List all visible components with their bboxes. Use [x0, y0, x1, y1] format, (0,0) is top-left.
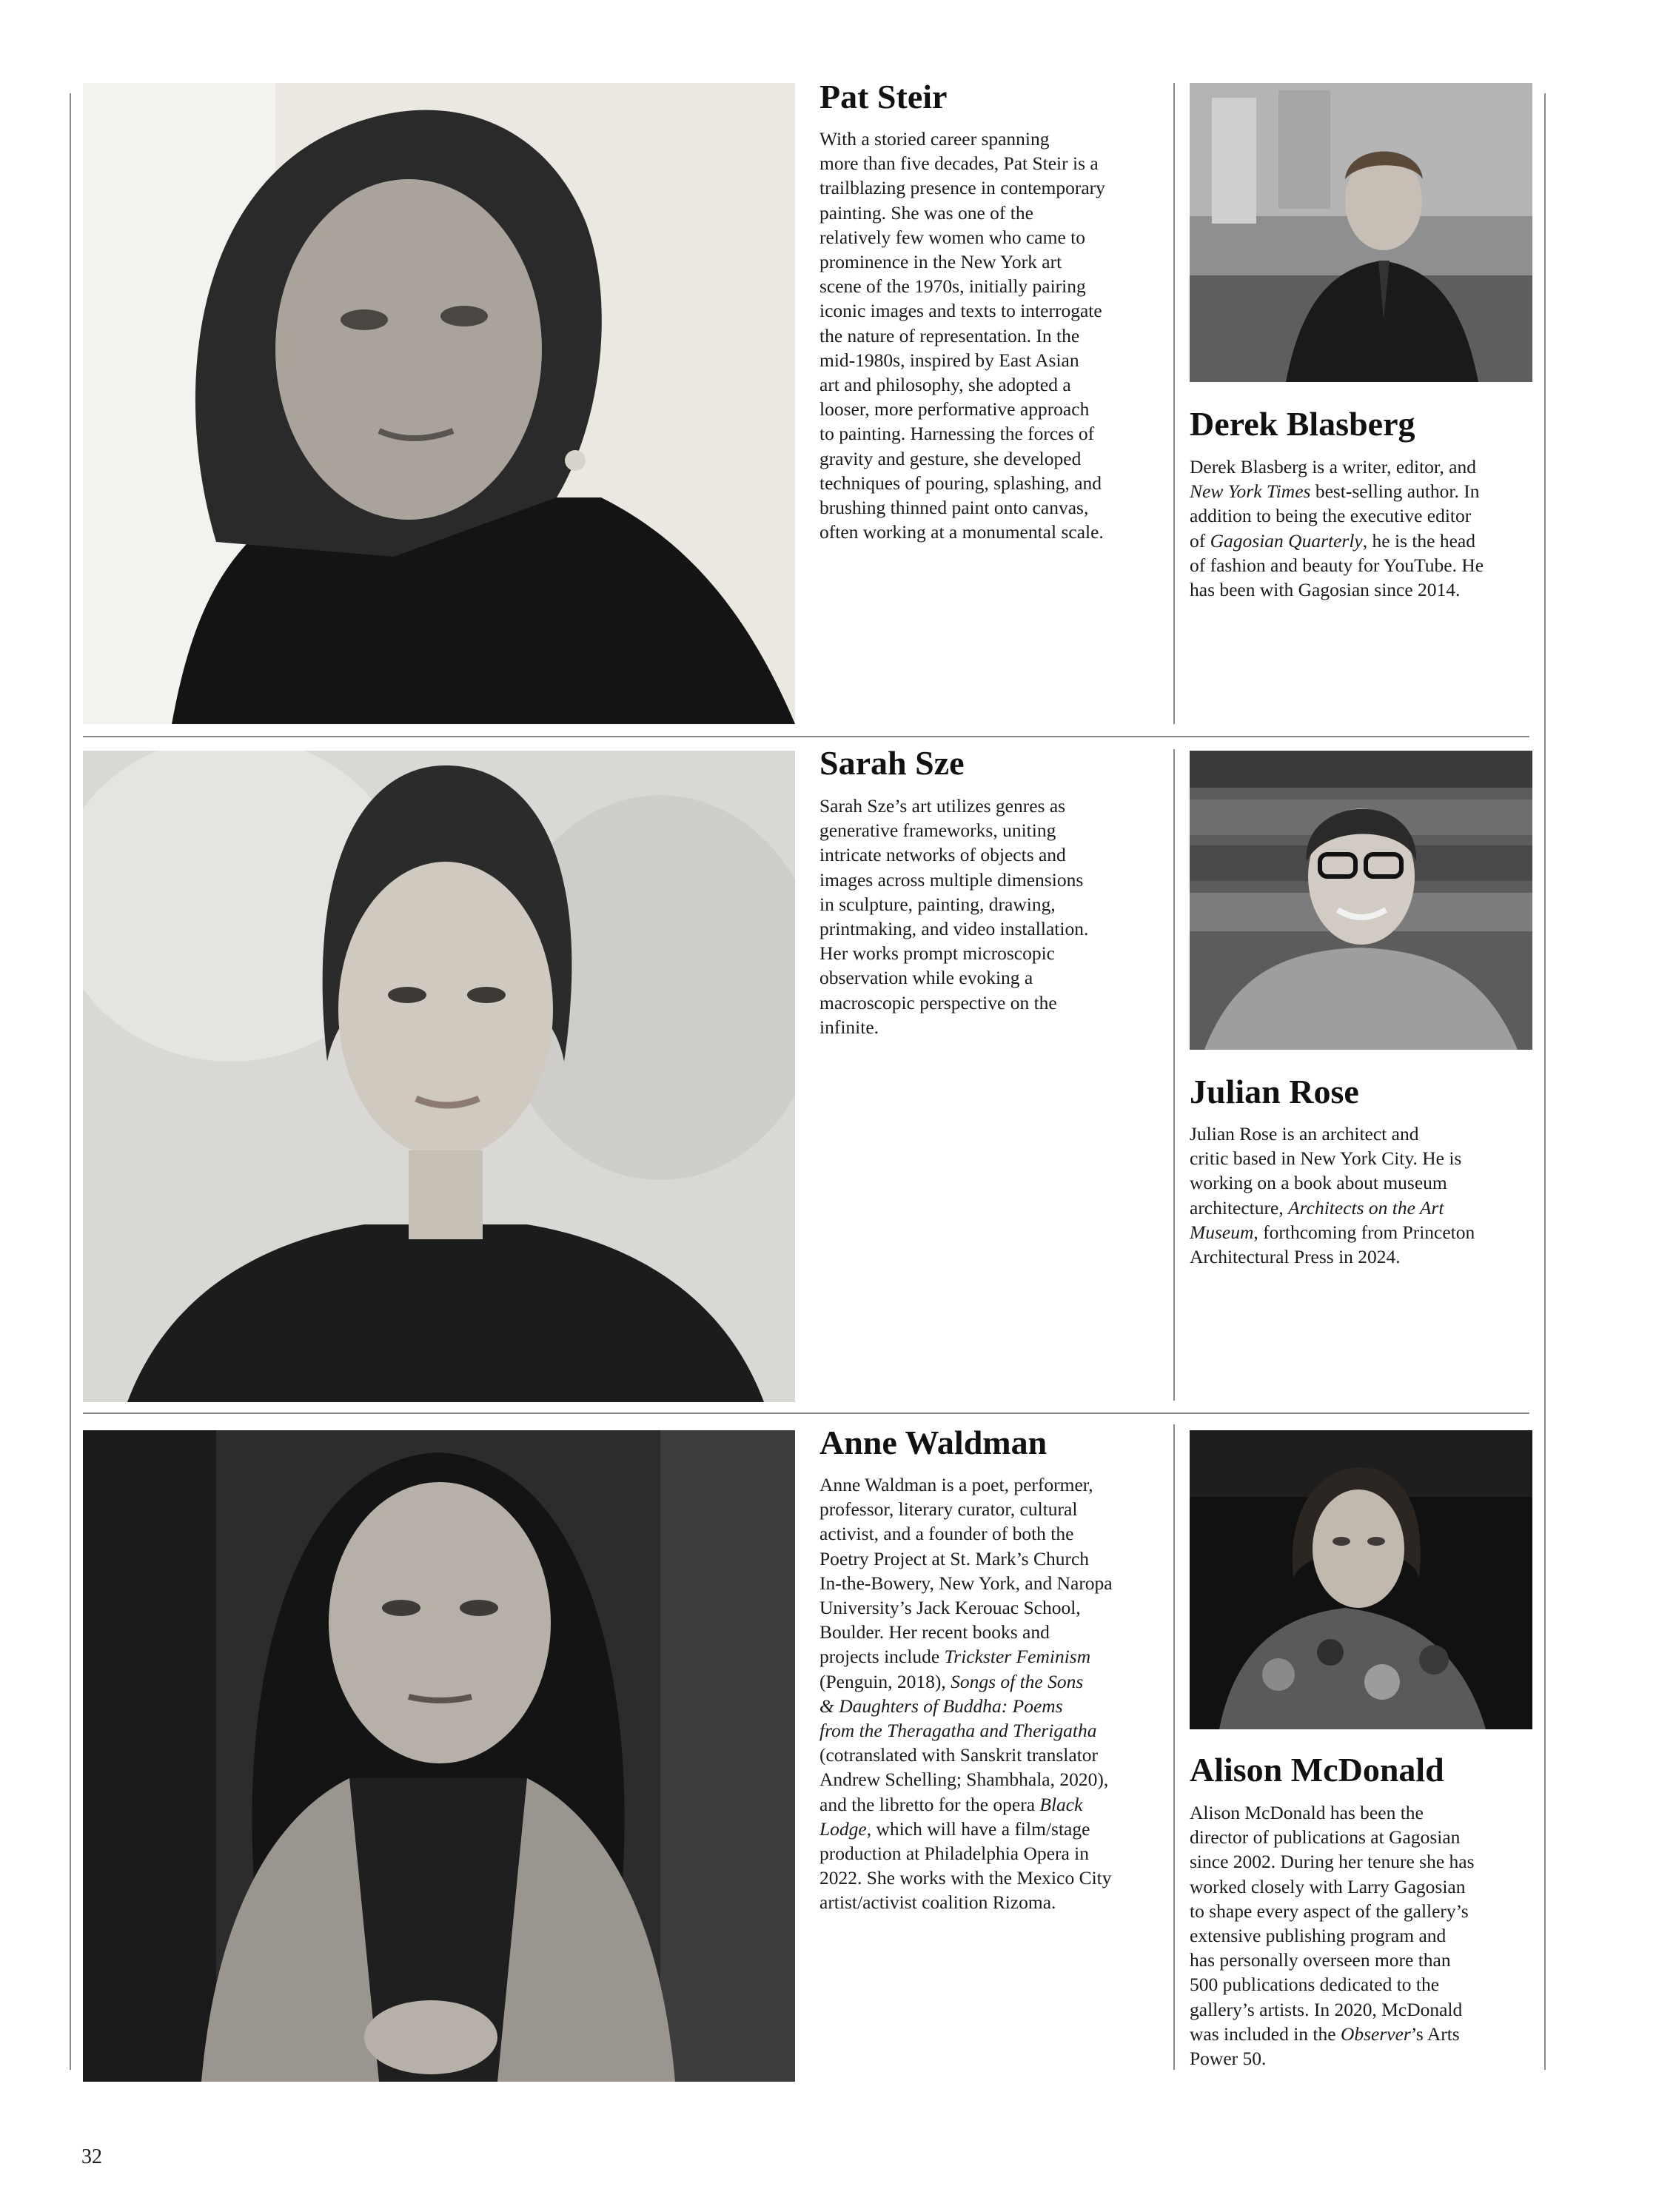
bio-line: [819, 1620, 1167, 1644]
bio-line: [819, 201, 1167, 225]
column-divider-rule: [1173, 749, 1175, 1401]
bio-text: of fashion and beauty for YouTube. He: [1190, 554, 1484, 576]
profile-name: Derek Blasberg: [1190, 405, 1415, 443]
bio-line: [1190, 1220, 1538, 1244]
bio-text: the nature of representation. In the: [819, 324, 1080, 346]
bio-italic-title: Trickster Feminism: [944, 1646, 1091, 1668]
bio-text: ’s Arts: [1410, 2022, 1460, 2045]
bio-text: brushing thinned paint onto canvas,: [819, 497, 1089, 519]
bio-line: [819, 1571, 1167, 1595]
bio-italic-title: from the Theragatha and Therigatha: [819, 1720, 1097, 1742]
bio-text: iconic images and texts to interrogate: [819, 300, 1102, 322]
bio-line: [819, 991, 1167, 1015]
bio-text: macroscopic perspective on the: [819, 991, 1057, 1013]
bio-text: more than five decades, Pat Steir is a: [819, 153, 1099, 175]
bio-line: [819, 1743, 1167, 1767]
bio-line: [819, 916, 1167, 941]
bio-text: , which will have a film/stage: [866, 1817, 1090, 1840]
bio-text: artist/activist coalition Rizoma.: [819, 1891, 1056, 1914]
bio-line: [819, 1521, 1167, 1546]
bio-text: looser, more performative approach: [819, 398, 1090, 420]
bio-text: projects include: [819, 1646, 945, 1668]
bio-text: to shape every aspect of the gallery’s: [1190, 1900, 1469, 1922]
bio-text: 500 publications dedicated to the: [1190, 1974, 1440, 1996]
bio-text: painting. She was one of the: [819, 201, 1033, 224]
profile-bio: [1190, 1122, 1538, 1269]
bio-text: techniques of pouring, splashing, and: [819, 472, 1102, 494]
column-divider-rule: [1173, 83, 1175, 724]
bio-line: [819, 1890, 1167, 1914]
bio-text: Andrew Schelling; Shambhala, 2020),: [819, 1769, 1109, 1791]
bio-line: [819, 348, 1167, 372]
bio-text: critic based in New York City. He is: [1190, 1147, 1462, 1170]
bio-text: , forthcoming from Princeton: [1253, 1221, 1475, 1243]
bio-line: [819, 274, 1167, 298]
bio-line: [819, 495, 1167, 520]
right-margin-rule: [1544, 93, 1546, 2070]
bio-line: [819, 892, 1167, 916]
bio-line: [819, 794, 1167, 818]
bio-line: [1190, 1146, 1538, 1170]
bio-text: Derek Blasberg is a writer, editor, and: [1190, 456, 1476, 477]
bio-line: [1190, 1196, 1538, 1220]
bio-line: [819, 1817, 1167, 1841]
profile-name: Sarah Sze: [819, 744, 965, 782]
derek-blasberg-photo: [1190, 83, 1532, 382]
bio-line: [819, 1644, 1167, 1669]
bio-text: has personally overseen more than: [1190, 1949, 1451, 1971]
bio-text: gravity and gesture, she developed: [819, 447, 1082, 469]
bio-line: [1190, 1948, 1538, 1972]
bio-text: Poetry Project at St. Mark’s Church: [819, 1547, 1090, 1569]
bio-line: [819, 1546, 1167, 1571]
bio-line: [819, 471, 1167, 495]
bio-line: [819, 1595, 1167, 1620]
bio-text: 2022. She works with the Mexico City: [819, 1867, 1112, 1889]
profile-bio: [819, 794, 1167, 1039]
bio-text: Boulder. Her recent books and: [819, 1621, 1050, 1643]
bio-italic-title: Songs of the Sons: [951, 1670, 1084, 1692]
bio-line: [819, 1841, 1167, 1866]
bio-text: prominence in the New York art: [819, 251, 1062, 273]
bio-text: gallery’s artists. In 2020, McDonald: [1190, 1998, 1463, 2020]
bio-line: [819, 1497, 1167, 1521]
julian-rose-photo: [1190, 751, 1532, 1050]
bio-text: printmaking, and video installation.: [819, 918, 1089, 940]
bio-line: [819, 1866, 1167, 1890]
bio-text: Her works prompt microscopic: [819, 942, 1055, 965]
bio-text: architecture,: [1190, 1196, 1289, 1219]
bio-line: [1190, 1800, 1538, 1825]
bio-line: [1190, 455, 1538, 479]
bio-text: of: [1190, 529, 1210, 552]
bio-text: activist, and a founder of both the: [819, 1523, 1074, 1545]
row-divider-rule: [83, 736, 1529, 737]
bio-line: [1190, 503, 1538, 528]
bio-text: often working at a monumental scale.: [819, 521, 1104, 543]
bio-text: professor, literary curator, cultural: [819, 1498, 1078, 1521]
bio-line: [819, 127, 1167, 151]
bio-text: With a storied career spanning: [819, 128, 1050, 150]
bio-line: [819, 151, 1167, 175]
bio-text: has been with Gagosian since 2014.: [1190, 579, 1461, 601]
bio-text: Julian Rose is an architect and: [1190, 1123, 1419, 1144]
bio-line: [1190, 1997, 1538, 2022]
profile-name: Pat Steir: [819, 78, 948, 115]
bio-text: relatively few women who came to: [819, 226, 1085, 248]
bio-line: [819, 421, 1167, 446]
bio-line: [1190, 1170, 1538, 1195]
bio-line: [1190, 1825, 1538, 1849]
bio-text: University’s Jack Kerouac School,: [819, 1597, 1081, 1619]
bio-text: addition to being the executive editor: [1190, 505, 1472, 527]
bio-line: [819, 1472, 1167, 1497]
profile-bio: [1190, 1800, 1538, 2071]
bio-text: best-selling author. In: [1310, 480, 1480, 503]
bio-text: was included in the: [1190, 2022, 1341, 2045]
pat-steir-photo: [83, 83, 795, 724]
bio-line: [819, 1767, 1167, 1792]
bio-line: [819, 941, 1167, 965]
bio-text: mid-1980s, inspired by East Asian: [819, 349, 1079, 371]
bio-line: [1190, 1874, 1538, 1899]
bio-text: observation while evoking a: [819, 967, 1033, 989]
bio-italic-title: Lodge: [819, 1817, 867, 1840]
sarah-sze-photo: [83, 751, 795, 1402]
bio-italic-title: Observer: [1340, 2022, 1411, 2045]
bio-line: [819, 868, 1167, 892]
row-divider-rule: [83, 1412, 1529, 1414]
bio-line: [1190, 479, 1538, 503]
bio-line: [1190, 1122, 1538, 1146]
bio-line: [819, 397, 1167, 421]
bio-text: trailblazing presence in contemporary: [819, 177, 1105, 199]
bio-line: [819, 1015, 1167, 1039]
bio-text: working on a book about museum: [1190, 1172, 1447, 1194]
bio-line: [819, 324, 1167, 348]
bio-text: Architectural Press in 2024.: [1190, 1246, 1401, 1268]
bio-line: [1190, 2022, 1538, 2046]
bio-line: [819, 372, 1167, 397]
bio-line: [819, 1694, 1167, 1718]
bio-line: [819, 818, 1167, 842]
bio-text: (cotranslated with Sanskrit translator: [819, 1744, 1099, 1766]
bio-line: [1190, 1244, 1538, 1269]
bio-italic-title: & Daughters of Buddha: Poems: [819, 1695, 1063, 1717]
bio-line: [1190, 1923, 1538, 1948]
bio-line: [1190, 1972, 1538, 1997]
profile-bio: [819, 1472, 1167, 1915]
bio-text: art and philosophy, she adopted a: [819, 374, 1071, 396]
bio-text: since 2002. During her tenure she has: [1190, 1851, 1475, 1873]
bio-line: [1190, 2046, 1538, 2071]
bio-text: (Penguin, 2018),: [819, 1670, 951, 1692]
bio-text: director of publications at Gagosian: [1190, 1826, 1461, 1849]
bio-italic-title: Gagosian Quarterly: [1210, 529, 1363, 552]
bio-line: [819, 298, 1167, 323]
bio-line: [1190, 1899, 1538, 1923]
bio-line: [1190, 529, 1538, 553]
bio-text: images across multiple dimensions: [819, 868, 1084, 891]
bio-text: intricate networks of objects and: [819, 844, 1066, 866]
profile-name: Anne Waldman: [819, 1424, 1048, 1461]
bio-text: worked closely with Larry Gagosian: [1190, 1875, 1466, 1897]
bio-text: to painting. Harnessing the forces of: [819, 423, 1095, 445]
bio-text: in sculpture, painting, drawing,: [819, 893, 1056, 915]
bio-text: generative frameworks, uniting: [819, 820, 1056, 842]
profile-bio: [1190, 455, 1538, 602]
bio-text: scene of the 1970s, initially pairing: [819, 275, 1086, 298]
profile-bio: [819, 127, 1167, 544]
bio-text: , he is the head: [1362, 529, 1475, 552]
bio-text: Anne Waldman is a poet, performer,: [819, 1474, 1093, 1495]
bio-text: infinite.: [819, 1016, 879, 1038]
bio-text: Power 50.: [1190, 2048, 1267, 2070]
bio-italic-title: Architects on the Art: [1288, 1196, 1444, 1219]
bio-line: [1190, 577, 1538, 602]
bio-line: [819, 842, 1167, 867]
bio-line: [819, 1718, 1167, 1743]
page-number: 32: [81, 2145, 102, 2168]
left-margin-rule: [70, 93, 71, 2070]
bio-italic-title: New York Times: [1190, 480, 1311, 503]
bio-line: [819, 249, 1167, 274]
bio-line: [819, 1792, 1167, 1817]
bio-line: [819, 520, 1167, 544]
bio-text: Alison McDonald has been the: [1190, 1802, 1424, 1823]
bio-line: [819, 175, 1167, 200]
alison-mcdonald-photo: [1190, 1430, 1532, 1729]
profile-name: Alison McDonald: [1190, 1751, 1444, 1789]
bio-text: In-the-Bowery, New York, and Naropa: [819, 1572, 1113, 1594]
bio-line: [819, 965, 1167, 990]
profile-name: Julian Rose: [1190, 1073, 1359, 1110]
bio-line: [819, 446, 1167, 471]
bio-line: [819, 225, 1167, 249]
bio-line: [819, 1669, 1167, 1694]
bio-text: extensive publishing program and: [1190, 1925, 1447, 1947]
bio-text: Sarah Sze’s art utilizes genres as: [819, 795, 1066, 817]
bio-text: production at Philadelphia Opera in: [819, 1843, 1089, 1865]
bio-italic-title: Black: [1039, 1793, 1083, 1815]
bio-text: and the libretto for the opera: [819, 1793, 1040, 1815]
bio-line: [1190, 1849, 1538, 1874]
column-divider-rule: [1173, 1424, 1175, 2070]
anne-waldman-photo: [83, 1430, 795, 2082]
bio-italic-title: Museum: [1190, 1221, 1254, 1243]
bio-line: [1190, 553, 1538, 577]
